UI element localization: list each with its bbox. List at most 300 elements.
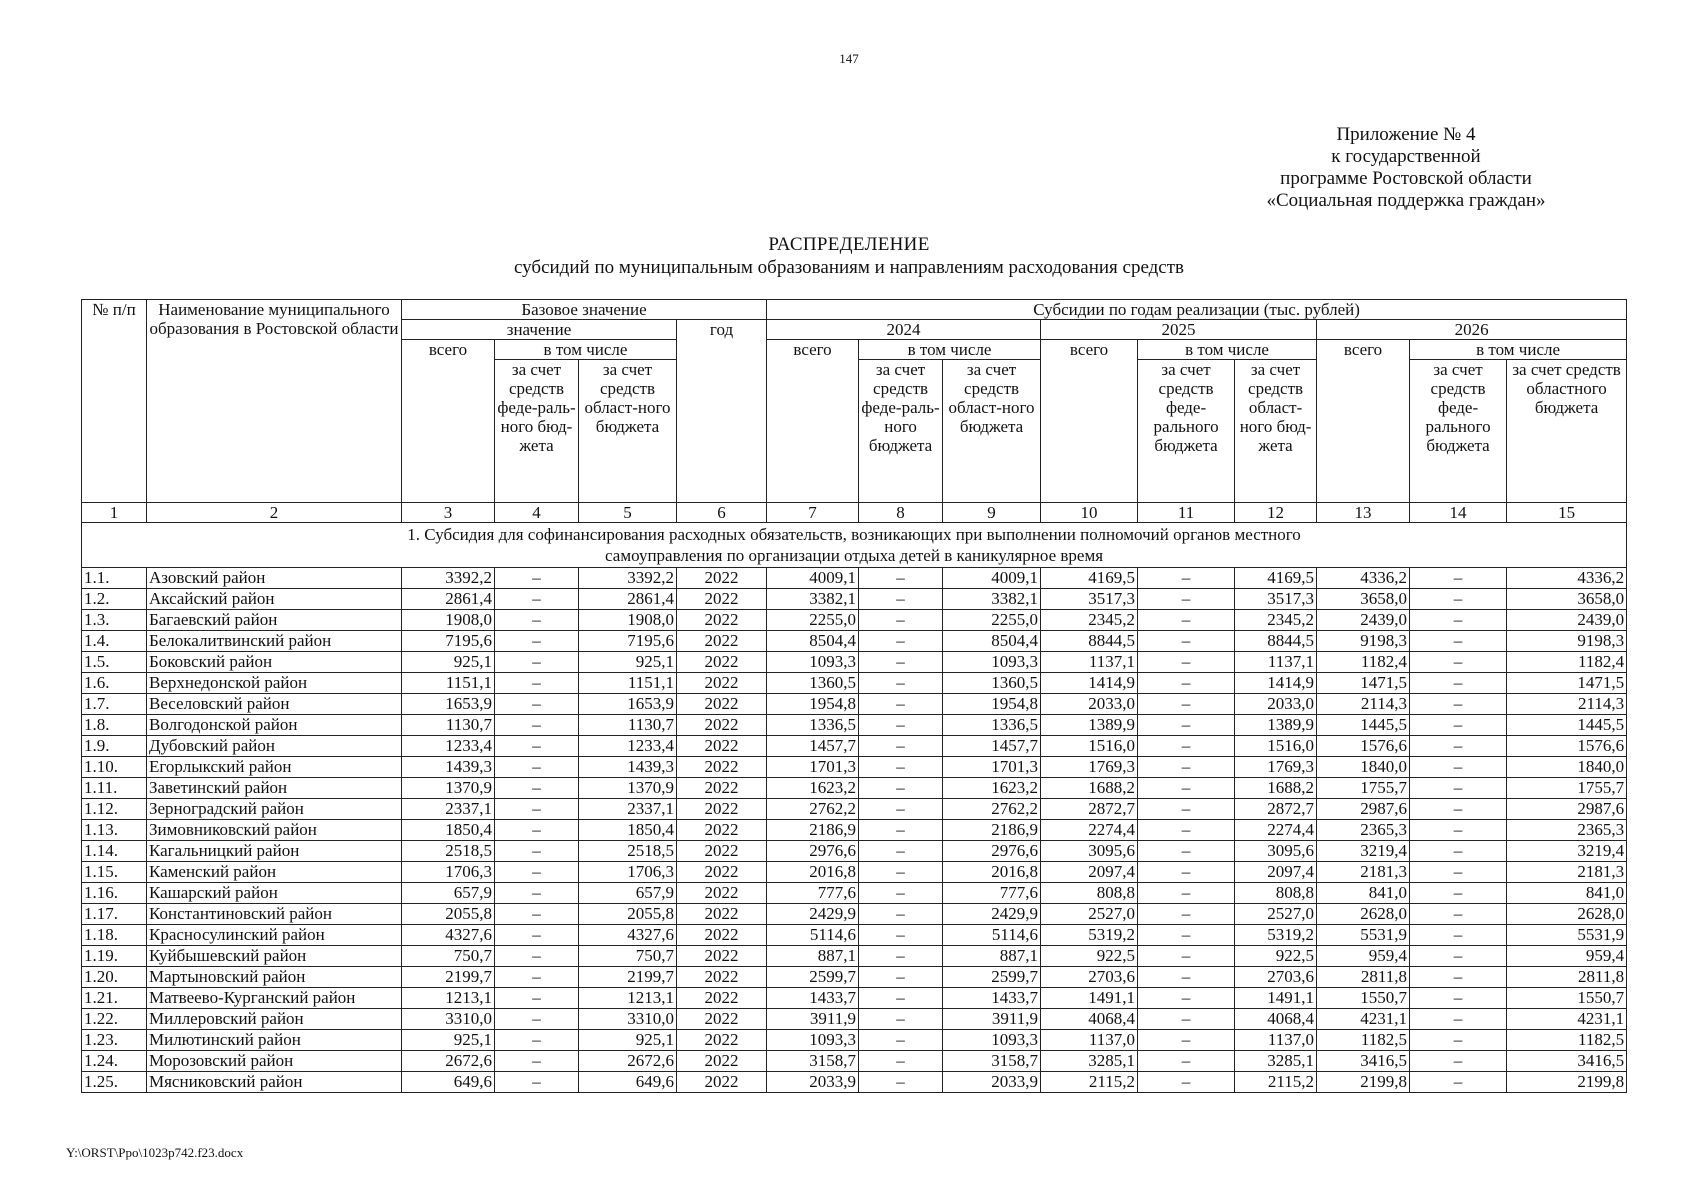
table-cell: 3658,0	[1507, 589, 1627, 610]
table-row	[82, 799, 1627, 820]
table-cell: 3285,1	[1235, 1051, 1317, 1072]
table-cell: 1389,9	[1041, 715, 1138, 736]
row-number: 1.8.	[82, 715, 147, 736]
table-cell: 2518,5	[579, 841, 677, 862]
table-cell: 2186,9	[943, 820, 1041, 841]
table-cell: 8844,5	[1041, 631, 1138, 652]
table-cell: 2976,6	[767, 841, 859, 862]
table-cell: 2022	[677, 820, 767, 841]
table-cell: 2114,3	[1507, 694, 1627, 715]
table-row	[82, 925, 1627, 946]
table-cell: 1516,0	[1235, 736, 1317, 757]
row-number: 1.6.	[82, 673, 147, 694]
header-2025-total: всего	[1041, 340, 1138, 503]
column-number: 9	[943, 503, 1041, 523]
column-number-row	[82, 503, 1627, 523]
column-number: 11	[1138, 503, 1235, 523]
municipality-name: Егорлыкский район	[147, 757, 402, 778]
table-cell: –	[1410, 673, 1507, 694]
table-cell: 2033,9	[767, 1072, 859, 1093]
table-row	[82, 736, 1627, 757]
table-cell: 2872,7	[1041, 799, 1138, 820]
table-cell: –	[1410, 757, 1507, 778]
table-cell: 887,1	[767, 946, 859, 967]
table-cell: 1706,3	[579, 862, 677, 883]
table-cell: 4068,4	[1235, 1009, 1317, 1030]
table-cell: 1093,3	[767, 652, 859, 673]
table-cell: 2762,2	[943, 799, 1041, 820]
row-number: 1.23.	[82, 1030, 147, 1051]
row-number: 1.11.	[82, 778, 147, 799]
table-cell: 3382,1	[943, 589, 1041, 610]
table-cell: –	[859, 799, 943, 820]
table-cell: –	[495, 610, 579, 631]
table-cell: –	[495, 778, 579, 799]
table-cell: 2429,9	[943, 904, 1041, 925]
table-cell: –	[1410, 568, 1507, 589]
table-cell: 2628,0	[1317, 904, 1410, 925]
table-cell: 1360,5	[943, 673, 1041, 694]
table-row	[82, 841, 1627, 862]
document-title	[0, 233, 1698, 279]
table-cell: –	[495, 862, 579, 883]
table-cell: 2022	[677, 883, 767, 904]
table-cell: 4327,6	[402, 925, 495, 946]
table-cell: –	[495, 757, 579, 778]
row-number: 1.9.	[82, 736, 147, 757]
table-cell: 8504,4	[943, 631, 1041, 652]
table-cell: 2199,7	[579, 967, 677, 988]
table-cell: –	[859, 883, 943, 904]
header-2026-fed: за счет средств феде-рального бюджета	[1410, 360, 1507, 503]
table-cell: –	[859, 694, 943, 715]
municipality-name: Белокалитвинский район	[147, 631, 402, 652]
table-cell: 2861,4	[402, 589, 495, 610]
row-number: 1.1.	[82, 568, 147, 589]
table-cell: 2628,0	[1507, 904, 1627, 925]
table-cell: 3658,0	[1317, 589, 1410, 610]
table-cell: –	[1138, 967, 1235, 988]
column-number: 14	[1410, 503, 1507, 523]
table-cell: 1491,1	[1041, 988, 1138, 1009]
header-2024: 2024	[767, 320, 1041, 340]
table-cell: 4169,5	[1235, 568, 1317, 589]
table-cell: –	[1138, 715, 1235, 736]
table-row	[82, 946, 1627, 967]
table-cell: –	[1138, 673, 1235, 694]
table-cell: 2976,6	[943, 841, 1041, 862]
table-cell: –	[1410, 631, 1507, 652]
table-cell: 925,1	[402, 1030, 495, 1051]
table-row	[82, 757, 1627, 778]
municipality-name: Дубовский район	[147, 736, 402, 757]
table-cell: 2022	[677, 1009, 767, 1030]
table-cell: –	[1138, 694, 1235, 715]
table-cell: 2987,6	[1507, 799, 1627, 820]
table-cell: –	[495, 694, 579, 715]
row-number: 1.10.	[82, 757, 147, 778]
table-cell: –	[859, 610, 943, 631]
table-cell: 2672,6	[579, 1051, 677, 1072]
table-cell: –	[859, 757, 943, 778]
table-cell: –	[1138, 925, 1235, 946]
table-cell: –	[1138, 652, 1235, 673]
table-cell: –	[1138, 946, 1235, 967]
table-cell: 2181,3	[1317, 862, 1410, 883]
table-cell: 1445,5	[1317, 715, 1410, 736]
table-row	[82, 610, 1627, 631]
table-cell: 5114,6	[943, 925, 1041, 946]
table-cell: –	[1138, 988, 1235, 1009]
table-cell: 1457,7	[943, 736, 1041, 757]
table-cell: 2022	[677, 610, 767, 631]
table-cell: 2097,4	[1041, 862, 1138, 883]
table-cell: –	[495, 1009, 579, 1030]
table-cell: 2527,0	[1235, 904, 1317, 925]
table-cell: –	[859, 589, 943, 610]
subsidy-table	[81, 299, 1627, 1093]
table-cell: 2022	[677, 757, 767, 778]
column-number: 8	[859, 503, 943, 523]
table-row	[82, 694, 1627, 715]
table-cell: 1850,4	[579, 820, 677, 841]
table-cell: 959,4	[1317, 946, 1410, 967]
table-cell: 887,1	[943, 946, 1041, 967]
table-cell: 2033,0	[1235, 694, 1317, 715]
file-path-footer: Y:\ORST\Ppo\1023p742.f23.docx	[66, 1145, 244, 1160]
table-cell: 925,1	[579, 652, 677, 673]
appendix-line-1: Приложение № 4	[1336, 124, 1476, 145]
table-cell: –	[495, 841, 579, 862]
row-number: 1.12.	[82, 799, 147, 820]
table-cell: 2022	[677, 1030, 767, 1051]
row-number: 1.17.	[82, 904, 147, 925]
table-cell: –	[1410, 862, 1507, 883]
table-cell: 1093,3	[943, 1030, 1041, 1051]
table-cell: 1414,9	[1235, 673, 1317, 694]
table-row	[82, 715, 1627, 736]
table-cell: 2055,8	[579, 904, 677, 925]
table-cell: –	[1138, 862, 1235, 883]
table-cell: 3911,9	[767, 1009, 859, 1030]
table-cell: 2022	[677, 967, 767, 988]
header-base-total: всего	[402, 340, 495, 503]
municipality-name: Заветинский район	[147, 778, 402, 799]
header-2025-fed: за счет средств феде-рального бюджета	[1138, 360, 1235, 503]
table-cell: –	[1138, 883, 1235, 904]
header-2024-fed: за счет средств феде-раль-ного бюджета	[859, 360, 943, 503]
table-cell: 5531,9	[1507, 925, 1627, 946]
row-number: 1.25.	[82, 1072, 147, 1093]
table-cell: 3517,3	[1235, 589, 1317, 610]
table-cell: 1182,5	[1507, 1030, 1627, 1051]
header-2024-incl: в том числе	[859, 340, 1041, 360]
column-number: 3	[402, 503, 495, 523]
column-number: 12	[1235, 503, 1317, 523]
table-cell: 2033,0	[1041, 694, 1138, 715]
table-row	[82, 778, 1627, 799]
table-cell: –	[859, 1030, 943, 1051]
table-cell: 922,5	[1235, 946, 1317, 967]
row-number: 1.13.	[82, 820, 147, 841]
table-cell: 1576,6	[1507, 736, 1627, 757]
table-cell: 777,6	[943, 883, 1041, 904]
table-cell: 649,6	[579, 1072, 677, 1093]
table-cell: 1093,3	[767, 1030, 859, 1051]
table-cell: –	[1410, 610, 1507, 631]
table-cell: 1433,7	[767, 988, 859, 1009]
table-cell: 2345,2	[1041, 610, 1138, 631]
table-cell: 4169,5	[1041, 568, 1138, 589]
appendix-line-3: программе Ростовской области	[1280, 168, 1532, 189]
table-cell: 2672,6	[402, 1051, 495, 1072]
municipality-name: Миллеровский район	[147, 1009, 402, 1030]
table-cell: –	[495, 967, 579, 988]
column-number: 4	[495, 503, 579, 523]
table-cell: 1653,9	[402, 694, 495, 715]
table-cell: –	[1410, 925, 1507, 946]
table-cell: 1151,1	[402, 673, 495, 694]
municipality-name: Красносулинский район	[147, 925, 402, 946]
header-2025-reg: за счет средств област-ного бюд-жета	[1235, 360, 1317, 503]
table-cell: 1623,2	[943, 778, 1041, 799]
municipality-name: Милютинский район	[147, 1030, 402, 1051]
table-cell: 1445,5	[1507, 715, 1627, 736]
table-cell: 1137,0	[1235, 1030, 1317, 1051]
table-cell: 2703,6	[1041, 967, 1138, 988]
header-base: Базовое значение	[402, 300, 767, 320]
table-cell: 1151,1	[579, 673, 677, 694]
table-cell: –	[1410, 715, 1507, 736]
table-cell: 1491,1	[1235, 988, 1317, 1009]
municipality-name: Мясниковский район	[147, 1072, 402, 1093]
table-cell: 841,0	[1317, 883, 1410, 904]
header-2026-incl: в том числе	[1410, 340, 1627, 360]
table-row	[82, 820, 1627, 841]
row-number: 1.2.	[82, 589, 147, 610]
row-number: 1.18.	[82, 925, 147, 946]
table-cell: 1840,0	[1317, 757, 1410, 778]
table-cell: 3219,4	[1317, 841, 1410, 862]
table-cell: 1755,7	[1317, 778, 1410, 799]
table-cell: 3517,3	[1041, 589, 1138, 610]
row-number: 1.3.	[82, 610, 147, 631]
table-cell: 1623,2	[767, 778, 859, 799]
table-cell: 1137,0	[1041, 1030, 1138, 1051]
table-cell: 2337,1	[402, 799, 495, 820]
table-cell: –	[859, 967, 943, 988]
table-cell: 1550,7	[1317, 988, 1410, 1009]
table-cell: 5319,2	[1041, 925, 1138, 946]
table-cell: 2199,7	[402, 967, 495, 988]
table-cell: –	[1138, 1072, 1235, 1093]
table-cell: 2115,2	[1235, 1072, 1317, 1093]
table-cell: 2022	[677, 904, 767, 925]
table-cell: 8504,4	[767, 631, 859, 652]
table-cell: –	[495, 988, 579, 1009]
appendix-note	[1196, 124, 1616, 212]
table-cell: –	[1410, 1030, 1507, 1051]
column-number: 1	[82, 503, 147, 523]
table-cell: 2337,1	[579, 799, 677, 820]
municipality-name: Веселовский район	[147, 694, 402, 715]
table-cell: 1433,7	[943, 988, 1041, 1009]
table-cell: 1471,5	[1507, 673, 1627, 694]
table-cell: –	[495, 673, 579, 694]
table-cell: –	[495, 652, 579, 673]
appendix-line-4: «Социальная поддержка граждан»	[1266, 190, 1546, 211]
header-2025: 2025	[1041, 320, 1317, 340]
table-cell: 1457,7	[767, 736, 859, 757]
table-cell: 2022	[677, 1072, 767, 1093]
table-cell: –	[1138, 841, 1235, 862]
table-cell: –	[495, 589, 579, 610]
table-cell: 1182,5	[1317, 1030, 1410, 1051]
table-cell: –	[1410, 652, 1507, 673]
municipality-name: Зимовниковский район	[147, 820, 402, 841]
table-cell: –	[1410, 1009, 1507, 1030]
row-number: 1.20.	[82, 967, 147, 988]
table-cell: –	[859, 988, 943, 1009]
table-cell: 4336,2	[1317, 568, 1410, 589]
table-cell: 2022	[677, 841, 767, 862]
table-cell: –	[1410, 904, 1507, 925]
table-cell: –	[1138, 1051, 1235, 1072]
table-cell: 3392,2	[579, 568, 677, 589]
header-base-incl: в том числе	[495, 340, 677, 360]
table-cell: –	[859, 778, 943, 799]
table-cell: 2199,8	[1317, 1072, 1410, 1093]
section-title: 1. Субсидия для софинансирования расходных обязательств, возникающих при выполнении полномочий органов местного самоуправления по организации отдыха детей в каникулярное время	[82, 523, 1627, 568]
table-cell: 3158,7	[767, 1051, 859, 1072]
row-number: 1.5.	[82, 652, 147, 673]
table-cell: 750,7	[579, 946, 677, 967]
table-cell: –	[495, 820, 579, 841]
table-cell: 808,8	[1235, 883, 1317, 904]
table-cell: 5114,6	[767, 925, 859, 946]
table-cell: –	[1138, 568, 1235, 589]
table-cell: –	[495, 568, 579, 589]
table-cell: –	[495, 883, 579, 904]
table-cell: 9198,3	[1317, 631, 1410, 652]
table-cell: 1137,1	[1041, 652, 1138, 673]
table-cell: –	[859, 568, 943, 589]
table-cell: 657,9	[579, 883, 677, 904]
table-cell: 1701,3	[767, 757, 859, 778]
table-cell: 1840,0	[1507, 757, 1627, 778]
table-cell: 1908,0	[402, 610, 495, 631]
table-cell: 777,6	[767, 883, 859, 904]
table-row	[82, 988, 1627, 1009]
header-no: № п/п	[82, 300, 147, 503]
row-number: 1.21.	[82, 988, 147, 1009]
table-cell: 3392,2	[402, 568, 495, 589]
appendix-line-2: к государственной	[1331, 146, 1481, 167]
table-cell: –	[859, 862, 943, 883]
table-cell: 3310,0	[579, 1009, 677, 1030]
table-cell: 4009,1	[767, 568, 859, 589]
table-cell: 1954,8	[767, 694, 859, 715]
table-cell: 2022	[677, 673, 767, 694]
table-cell: –	[1138, 820, 1235, 841]
table-row	[82, 862, 1627, 883]
header-2024-total: всего	[767, 340, 859, 503]
table-cell: 2022	[677, 1051, 767, 1072]
table-cell: –	[859, 820, 943, 841]
table-cell: 3158,7	[943, 1051, 1041, 1072]
table-cell: 1130,7	[402, 715, 495, 736]
table-cell: –	[1410, 778, 1507, 799]
table-row	[82, 631, 1627, 652]
table-cell: 4327,6	[579, 925, 677, 946]
table-cell: 2022	[677, 652, 767, 673]
header-2025-incl: в том числе	[1138, 340, 1317, 360]
table-row	[82, 1072, 1627, 1093]
table-cell: 2022	[677, 631, 767, 652]
table-cell: 2114,3	[1317, 694, 1410, 715]
municipality-name: Верхнедонской район	[147, 673, 402, 694]
table-cell: –	[1410, 1072, 1507, 1093]
municipality-name: Константиновский район	[147, 904, 402, 925]
table-cell: –	[495, 736, 579, 757]
table-cell: 959,4	[1507, 946, 1627, 967]
table-cell: –	[1410, 1051, 1507, 1072]
table-cell: –	[859, 673, 943, 694]
table-cell: –	[495, 1030, 579, 1051]
table-cell: 2022	[677, 778, 767, 799]
table-cell: 2033,9	[943, 1072, 1041, 1093]
table-cell: 1908,0	[579, 610, 677, 631]
table-cell: –	[1410, 967, 1507, 988]
table-row	[82, 967, 1627, 988]
table-cell: 1471,5	[1317, 673, 1410, 694]
table-cell: –	[1138, 1030, 1235, 1051]
municipality-name: Волгодонской район	[147, 715, 402, 736]
table-cell: 808,8	[1041, 883, 1138, 904]
table-cell: 3382,1	[767, 589, 859, 610]
table-cell: 2439,0	[1507, 610, 1627, 631]
row-number: 1.14.	[82, 841, 147, 862]
table-cell: 1439,3	[402, 757, 495, 778]
header-2024-reg: за счет средств област-ного бюджета	[943, 360, 1041, 503]
table-cell: 4068,4	[1041, 1009, 1138, 1030]
table-cell: 1688,2	[1041, 778, 1138, 799]
table-cell: –	[859, 1009, 943, 1030]
municipality-name: Азовский район	[147, 568, 402, 589]
row-number: 1.19.	[82, 946, 147, 967]
table-cell: –	[859, 736, 943, 757]
table-cell: 2055,8	[402, 904, 495, 925]
table-cell: 2274,4	[1235, 820, 1317, 841]
table-cell: 2365,3	[1507, 820, 1627, 841]
table-cell: –	[495, 715, 579, 736]
header-2026: 2026	[1317, 320, 1627, 340]
table-cell: 1093,3	[943, 652, 1041, 673]
table-cell: 2255,0	[767, 610, 859, 631]
table-cell: 1233,4	[579, 736, 677, 757]
table-cell: 7195,6	[579, 631, 677, 652]
table-cell: –	[1410, 988, 1507, 1009]
table-cell: 750,7	[402, 946, 495, 967]
table-row	[82, 673, 1627, 694]
table-cell: 4009,1	[943, 568, 1041, 589]
municipality-name: Боковский район	[147, 652, 402, 673]
municipality-name: Морозовский район	[147, 1051, 402, 1072]
table-cell: 4231,1	[1507, 1009, 1627, 1030]
table-cell: 1233,4	[402, 736, 495, 757]
table-cell: 1688,2	[1235, 778, 1317, 799]
table-cell: 2811,8	[1317, 967, 1410, 988]
